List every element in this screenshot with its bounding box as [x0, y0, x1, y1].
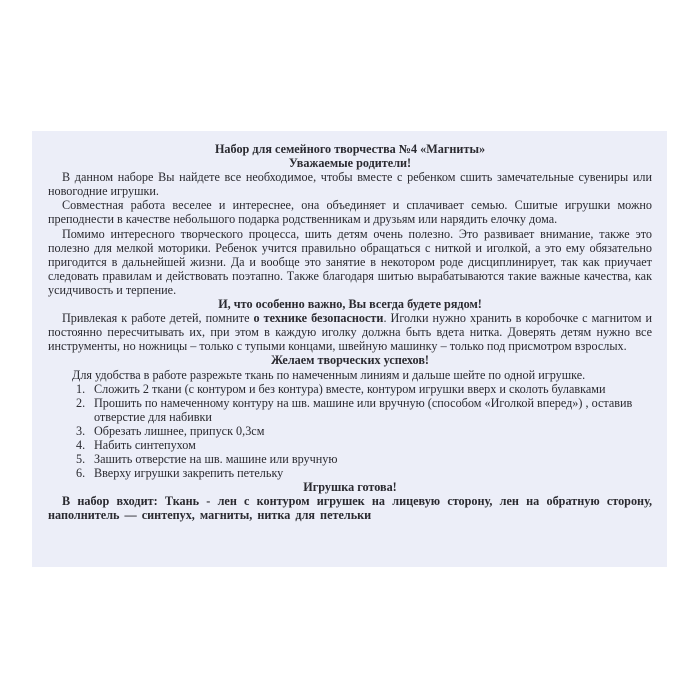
safety-text: Привлекая к работе детей, помните	[62, 311, 254, 326]
step-number: 5.	[76, 452, 86, 467]
greeting-heading: Уважаемые родители!	[288, 156, 412, 171]
step-number: 4.	[76, 437, 86, 452]
safety-emphasis: о технике безопасности	[253, 311, 384, 326]
step-text: Сложить 2 ткани (с контуром и без контура) вместе, контуром игрушки вверх и сколоть булавками	[94, 381, 606, 396]
step-number: 1.	[76, 381, 86, 396]
step-item	[48, 438, 652, 452]
document-title: Набор для семейного творчества №4 «Магниты»	[214, 142, 486, 156]
safety-text: . Иголки нужно хранить в коробочке с магнитом и постоянно пересчитывать их, при этом в каждую иголку должна быть вдета нитка. Доверять детям нужно все инструменты, но ножницы – только с тупыми концами, швейную машинку – только под присмотром взрослых.	[48, 311, 652, 354]
step-item	[48, 382, 652, 396]
paragraph: Совместная работа веселее и интереснее, она объединяет и сплачивает семью. Сшитые игрушки можно преподнести в качестве небольшого подарка родственникам и друзьям или нарядить елочку дома.	[48, 198, 652, 227]
done-heading: Игрушка готова!	[303, 480, 397, 495]
together-heading: И, что особенно важно, Вы всегда будете рядом!	[218, 297, 482, 312]
step-text: Прошить по намеченному контуру на шв. машине или вручную (способом «Иголкой вперед») , оставив отверстие для набивки	[94, 395, 633, 424]
step-item	[48, 396, 652, 424]
paragraph: Помимо интересного творческого процесса, шить детям очень полезно. Это развивает внимание, также это полезно для мелкой моторики. Ребенок учится правильно обращаться с ниткой и иголкой, а это ему обязательно пригодится в дальнейшей жизни. Да и вообще это занятие в некотором роде дисциплинирует, так как приучает следовать правилам и действовать поэтапно. Также благодаря шитью вырабатываются такие важные качества, как усидчивость и терпение.	[48, 226, 652, 297]
safety-paragraph	[48, 311, 652, 353]
step-item	[48, 424, 652, 438]
steps-list	[48, 382, 652, 481]
instructions-intro: Для удобства в работе разрежьте ткань по намеченным линиям и дальше шейте по одной игрушке.	[72, 367, 586, 382]
step-item	[48, 452, 652, 466]
kit-contents: В набор входит: Ткань - лен с контуром игрушек на лицевую сторону, лен на обратную сторону, наполнитель — синтепух, магниты, нитка для петельки	[48, 494, 652, 523]
wishes-heading: Желаем творческих успехов!	[271, 353, 429, 368]
step-text: Зашить отверстие на шв. машине или вручную	[94, 452, 338, 467]
step-item	[48, 466, 652, 480]
step-text: Вверху игрушки закрепить петельку	[94, 466, 284, 481]
step-text: Обрезать лишнее, припуск 0,3см	[94, 423, 265, 438]
step-number: 2.	[76, 395, 86, 410]
step-number: 6.	[76, 466, 86, 481]
step-text: Набить синтепухом	[94, 437, 196, 452]
document-body	[48, 142, 652, 523]
paragraph: В данном наборе Вы найдете все необходимое, чтобы вместе с ребенком сшить замечательные сувениры или новогодние игрушки.	[48, 170, 652, 199]
step-number: 3.	[76, 423, 86, 438]
